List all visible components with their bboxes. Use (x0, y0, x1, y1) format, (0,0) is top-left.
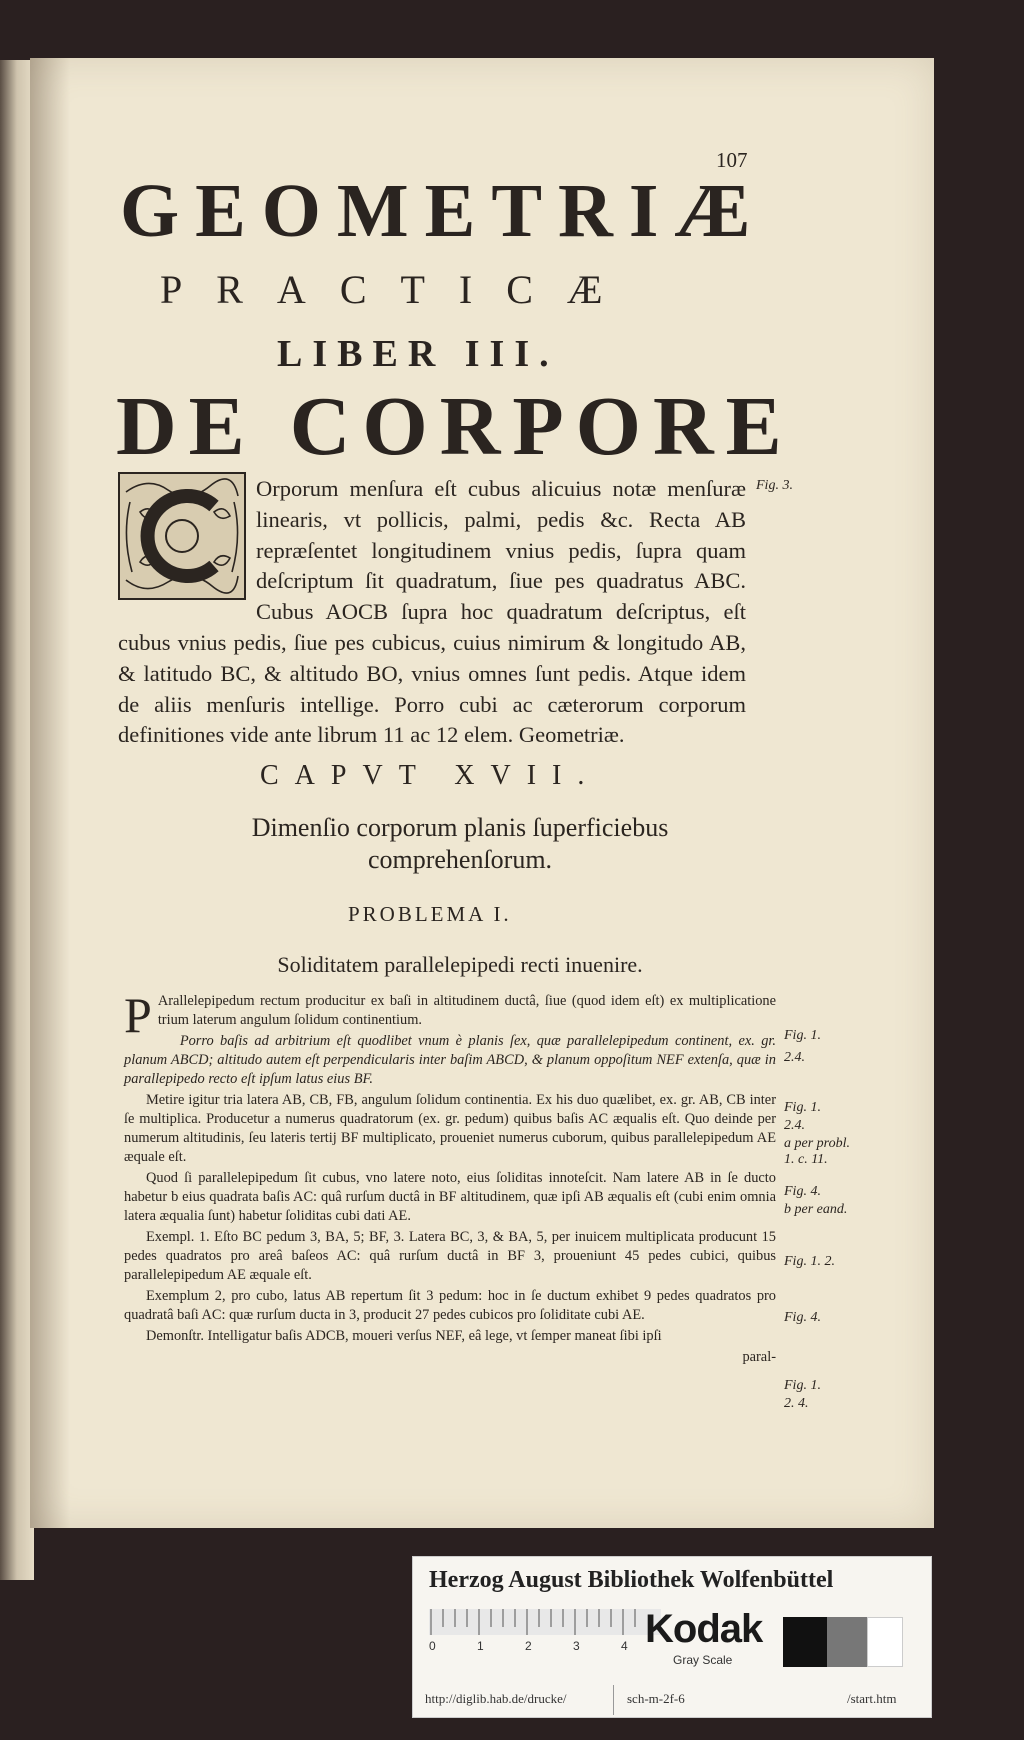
margin-note-7: Fig. 4. (784, 1184, 821, 1199)
page-number: 107 (716, 148, 748, 172)
gray-scale-label: Gray Scale (673, 1653, 733, 1667)
left-page-edge (0, 60, 34, 1580)
margin-note-11: Fig. 1. (784, 1378, 821, 1393)
margin-note-10: Fig. 4. (784, 1310, 821, 1325)
scale-number-2: 2 (525, 1639, 532, 1653)
body-text (124, 987, 776, 1369)
margin-note-3: Fig. 1. (784, 1100, 821, 1115)
problem-title: Soliditatem parallelepipedi recti inuenire. (277, 952, 643, 977)
intro-paragraph (118, 474, 746, 751)
paragraph-4: Quod ſi parallelepipedum ſit cubus, vno latere noto, eius ſoliditas innoteſcit. Nam latere AB in ſe ducto habetur b eius quadrata baſis AC: quâ rurſum ductâ in BF altitudinem, quæ ipſi AB æqualis eſt (cubi enim omnia latera æqualia ſunt) habetur ſoliditas cubi dati AE. (124, 1170, 776, 1224)
body-initial: P (124, 987, 152, 1043)
title-geometriae: GEOMETRIÆ (120, 169, 767, 253)
title-practicae: PRACTICÆ (160, 267, 637, 312)
paragraph-7: Demonſtr. Intelligatur baſis ADCB, moueri verſus NEF, eâ lege, vt ſemper maneat ſibi ipſi (146, 1328, 662, 1344)
scale-number-4: 4 (621, 1639, 628, 1653)
paragraph-2: Porro baſis ad arbitrium eſt quodlibet vnum è planis ſex, quæ parallelepipedum continent, ex. gr. planum ABCD; altitudo autem eſt perpendicularis inter baſim ABCD, & planum oppoſitum NEF extenſa, quæ in parallepipedo recto eſt ipſum latus eius BF. (124, 1033, 776, 1087)
gray-block-mid (827, 1617, 867, 1667)
title-de-corpore: DE CORPORE (116, 380, 794, 473)
gray-block-black (783, 1617, 827, 1667)
paragraph-1 (124, 987, 776, 1043)
scale-number-1: 1 (477, 1639, 484, 1653)
margin-note-9: Fig. 1. 2. (784, 1254, 835, 1269)
kodak-logo: Kodak (645, 1607, 763, 1651)
scale-number-0: 0 (429, 1639, 436, 1653)
library-scan-strip (412, 1556, 932, 1718)
gray-block-white (867, 1617, 903, 1667)
start-page-suffix: /start.htm (847, 1691, 897, 1706)
library-name: Herzog August Bibliothek Wolfenbüttel (429, 1567, 834, 1593)
chapter-heading: CAPVT XVII. (260, 760, 601, 791)
margin-note-2: 2.4. (784, 1050, 805, 1065)
margin-note-4: 2.4. (784, 1118, 805, 1133)
catchword: paral- (742, 1349, 776, 1365)
strip-divider (613, 1685, 614, 1715)
margin-note-12: 2. 4. (784, 1396, 809, 1411)
digital-library-url: http://diglib.hab.de/drucke/ (425, 1691, 567, 1706)
paragraph-3: Metire igitur tria latera AB, CB, FB, angulum ſolidum continentia. Ex his duo quælibet, ex. gr. AB, CB inter ſe multiplica. Producetur a numerus quadratorum (ex. gr. pedum) quibus baſis AC æqualis eſt. Quo deinde per numerum altitudinis, ſeu lateris tertij BF multiplicato, proueniet numerus cuborum, quibus parallelepipedum AE æquale eſt. (124, 1092, 776, 1165)
title-liber: LIBER III. (277, 333, 559, 375)
chapter-title: Dimenſio corporum planis ſuperficiebus comprehenſorum. (251, 813, 669, 874)
paragraph-6: Exemplum 2, pro cubo, latus AB repertum ſit 3 pedum: hoc in ſe ductum exhibet 9 pedes quadratos pro quadratâ baſi AC: quæ rurſum ducta in 3, producit 27 pedes cubicos pro ſoliditate cubi AE. (124, 1288, 776, 1323)
paragraph-5: Exempl. 1. Eſto BC pedum 3, BA, 5; BF, 3. Latera BC, 3, & BA, 5, per inuicem multiplicata producunt 15 pedes quadratos pro areâ baſeos AC: quâ rurſum ductâ in BF 3, proueniunt 45 pedes cubici, quibus parallelepipedum AE æquale eſt. (124, 1229, 776, 1283)
initial-space (118, 474, 256, 602)
spine-shadow (30, 58, 70, 1528)
shelfmark-id: sch-m-2f-6 (627, 1691, 685, 1706)
margin-note-8: b per eand. (784, 1202, 848, 1217)
paragraph-1-text: Arallelepipedum rectum producitur ex baſi in altitudinem ductâ, ſiue (quod idem eſt) ex multiplicatione trium laterum angulum ſolidum continentium. (157, 993, 776, 1028)
scale-number-3: 3 (573, 1639, 580, 1653)
margin-note-5: a per probl. (784, 1136, 850, 1151)
margin-note-1: Fig. 1. (784, 1028, 821, 1043)
intro-text: Orporum menſura eſt cubus alicuius notæ menſuræ linearis, vt pollicis, palmi, pedis &c. Recta AB repræſentet longitudinem vnius pedis, ſupra quam deſcriptum ſit quadratum, ſiue pes quadratus ABC. Cubus AOCB ſupra hoc quadratum deſcriptus, eſt cubus vnius pedis, ſiue pes cubicus, cuius nimirum & longitudo AB, & latitudo BC, & altitudo BO, vnius omnes ſunt pedis. Atque idem de aliis menſuris intellige. Porro cubi ac cæterorum corporum definitiones vide ante librum 11 ac 12 elem. Geometriæ. (118, 476, 746, 748)
margin-note-6: 1. c. 11. (784, 1152, 828, 1167)
margin-note-fig3: Fig. 3. (756, 478, 793, 493)
problem-heading: PROBLEMA I. (348, 902, 512, 926)
